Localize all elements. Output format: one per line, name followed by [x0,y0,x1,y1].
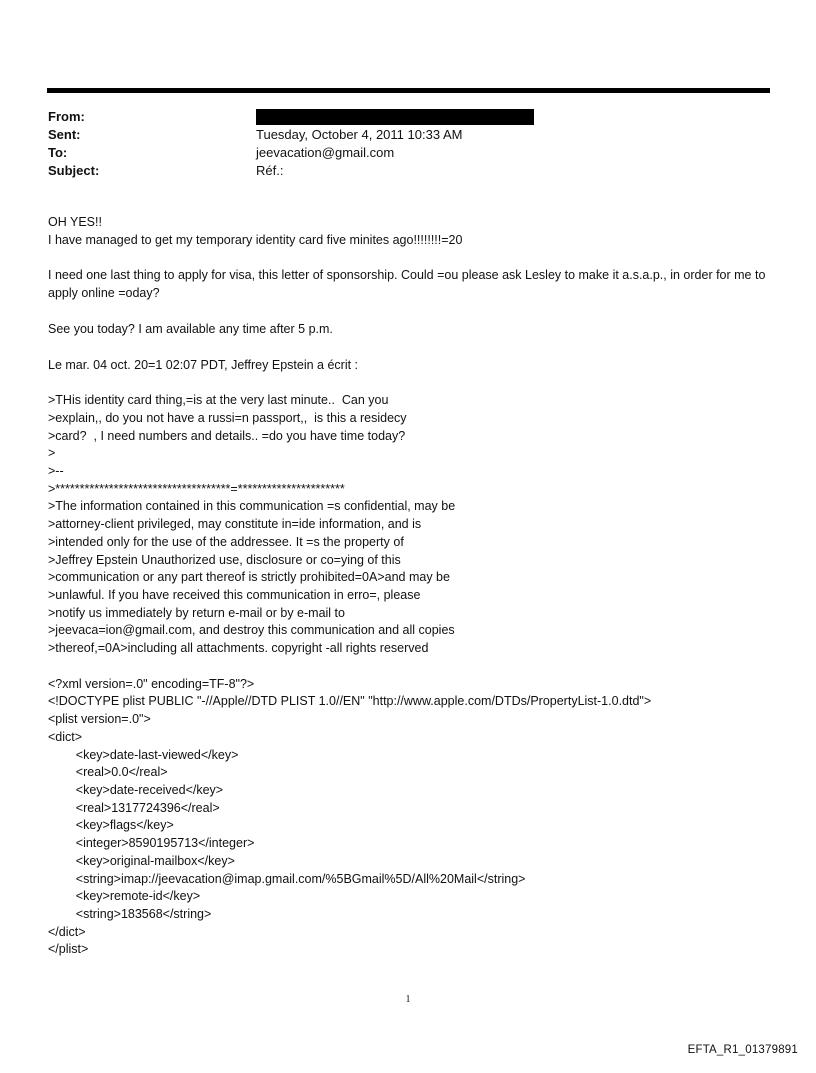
redaction-box [256,109,534,125]
quoted-line: >The information contained in this communication =s confidential, may be [48,499,456,514]
quoted-line: >************************************=********************** [48,481,345,496]
quoted-line: >notify us immediately by return e-mail or by e-mail to [48,605,345,620]
plist-line: </dict> [48,924,86,939]
bates-number: EFTA_R1_01379891 [687,1044,798,1056]
quoted-line: >jeevaca=ion@gmail.com, and destroy this communication and all copies [48,623,455,638]
plist-line: <real>1317724396</real> [48,800,220,815]
quoted-line: >-- [48,464,64,479]
plist-block [48,676,772,959]
plist-line: <string>183568</string> [48,906,212,921]
plist-line: <real>0.0</real> [48,765,168,780]
plist-line: <key>date-last-viewed</key> [48,747,239,762]
email-body [48,214,772,959]
plist-line: <key>remote-id</key> [48,889,201,904]
sent-label: Sent: [48,127,81,142]
top-rule [47,88,770,93]
plist-line: <dict> [48,729,83,744]
quoted-line: >card? , I need numbers and details.. =do you have time today? [48,428,406,443]
quoted-line: >thereof,=0A>including all attachments. copyright -all rights reserved [48,641,429,656]
plist-line: <key>flags</key> [48,818,174,833]
plist-line: <key>date-received</key> [48,782,224,797]
body-line: OH YES!! [48,215,102,229]
quoted-line: >unlawful. If you have received this communication in erro=, please [48,587,421,602]
from-label: From: [48,109,85,124]
quoted-line: >THis identity card thing,=is at the very last minute.. Can you [48,393,389,408]
plist-line: <!DOCTYPE plist PUBLIC "-//Apple//DTD PLIST 1.0//EN" "http://www.apple.com/DTDs/PropertyList-1.0.dtd"> [48,694,652,709]
plist-line: <plist version=.0"> [48,712,151,727]
from-value [256,108,748,126]
plist-line: <?xml version=.0" encoding=TF-8"?> [48,676,255,691]
subject-value: Réf.: [256,163,284,178]
body-line: I have managed to get my temporary identity card five minites ago!!!!!!!!=20 [48,232,463,247]
body-paragraph: See you today? I am available any time after 5 p.m. [48,321,333,336]
subject-row [48,162,748,180]
quoted-line: >intended only for the use of the addressee. It =s the property of [48,534,404,549]
quoted-line: >communication or any part thereof is strictly prohibited=0A>and may be [48,570,450,585]
subject-label: Subject: [48,163,100,178]
reply-header: Le mar. 04 oct. 20=1 02:07 PDT, Jeffrey Epstein a écrit : [48,357,359,372]
to-label: To: [48,145,68,160]
quoted-line: > [48,446,56,461]
sent-value: Tuesday, October 4, 2011 10:33 AM [256,127,463,142]
plist-line: <key>original-mailbox</key> [48,853,235,868]
page-number: 1 [405,994,411,1005]
plist-line: <integer>8590195713</integer> [48,836,255,851]
email-header [48,108,748,180]
quoted-message [48,392,772,658]
quoted-line: >attorney-client privileged, may constitute in=ide information, and is [48,517,422,532]
plist-line: </plist> [48,942,89,957]
quoted-line: >explain,, do you not have a russi=n passport,, is this a residecy [48,410,407,425]
sent-row [48,126,748,144]
quoted-line: >Jeffrey Epstein Unauthorized use, disclosure or co=ying of this [48,552,401,567]
body-paragraph: I need one last thing to apply for visa, this letter of sponsorship. Could =ou please ask Lesley to make it a.s.a.p., in order for me to apply online =oday? [48,268,766,301]
to-row [48,144,748,162]
from-row [48,108,748,126]
to-value: jeevacation@gmail.com [256,145,395,160]
plist-line: <string>imap://jeevacation@imap.gmail.com/%5BGmail%5D/All%20Mail</string> [48,871,526,886]
